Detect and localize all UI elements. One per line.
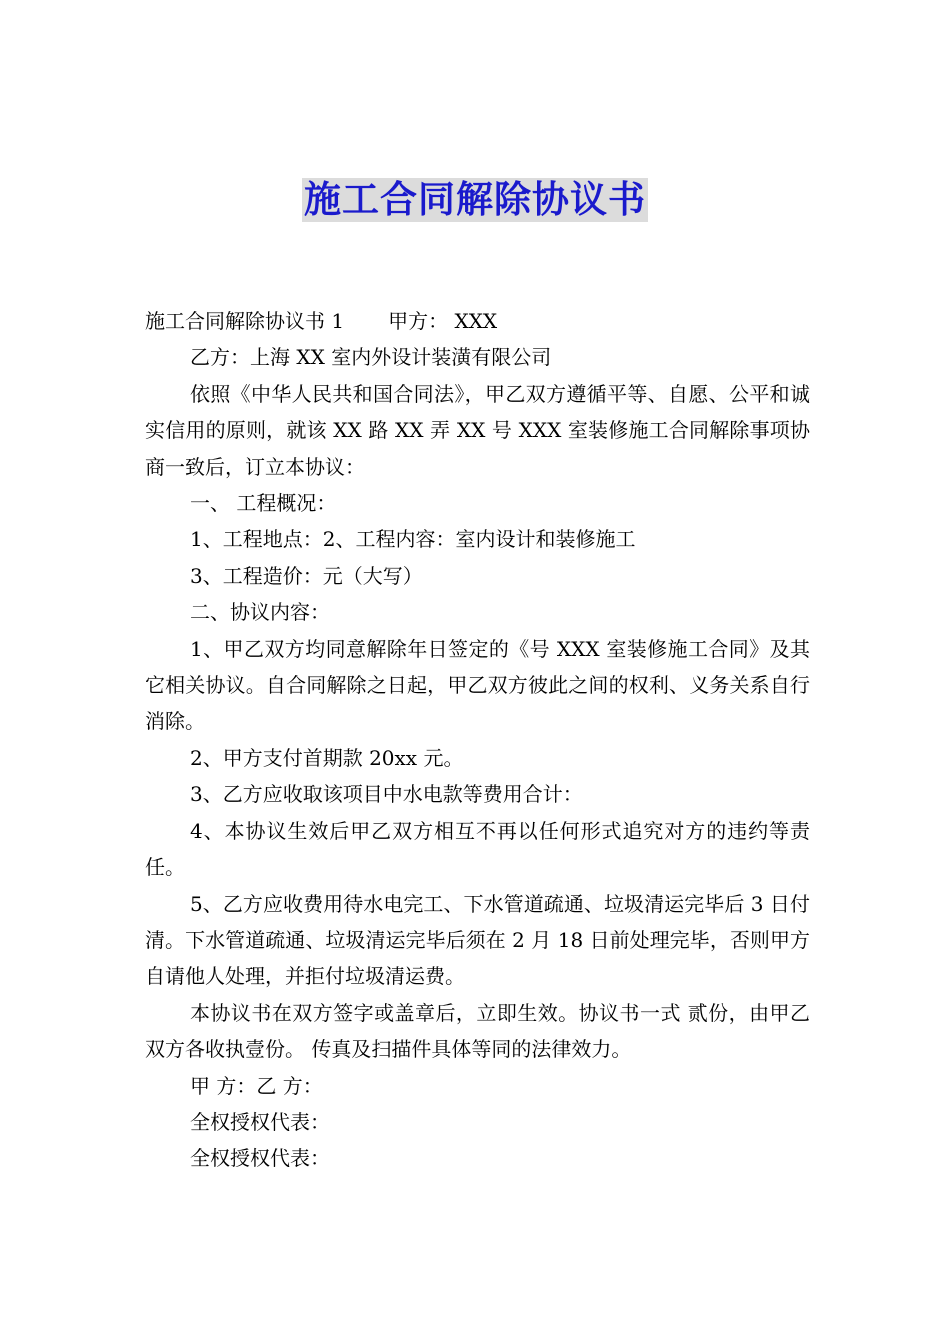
title-container	[0, 178, 950, 222]
clause-2: 2、甲方支付首期款 20xx 元。	[190, 745, 464, 770]
heading-reference: 施工合同解除协议书 1	[145, 309, 345, 333]
signature-representative-b: 全权授权代表：	[190, 1146, 330, 1171]
section-heading-content: 二、协议内容：	[190, 600, 330, 625]
clause-1: 1、甲乙双方均同意解除年日签定的《号 XXX 室装修施工合同》及其它相关协议。自合同解除之日起，甲乙双方彼此之间的权利、义务关系自行消除。	[145, 636, 810, 734]
signature-parties: 甲 方：乙 方：	[190, 1073, 323, 1098]
clause-3: 3、乙方应收取该项目中水电款等费用合计：	[190, 782, 583, 807]
overview-item-3: 3、工程造价：元（大写）	[190, 563, 423, 588]
first-line	[145, 303, 810, 339]
document-body	[145, 303, 810, 1177]
preamble-paragraph: 依照《中华人民共和国合同法》，甲乙双方遵循平等、自愿、公平和诚实信用的原则，就该 XX 路 XX 弄 XX 号 XXX 室装修施工合同解除事项协商一致后，订立本协议：	[145, 381, 810, 479]
party-b-line: 乙方：上海 XX 室内外设计装潢有限公司	[190, 345, 552, 370]
signature-representative-a: 全权授权代表：	[190, 1109, 330, 1134]
document-title: 施工合同解除协议书	[304, 178, 646, 221]
effectiveness-paragraph: 本协议书在双方签字或盖章后，立即生效。协议书一式 贰份，由甲乙双方各收执壹份。 传真及扫描件具体等同的法律效力。	[145, 1000, 810, 1062]
clause-5: 5、乙方应收费用待水电完工、下水管道疏通、垃圾清运完毕后 3 日付清。下水管道疏通、垃圾清运完毕后须在 2 月 18 日前处理完毕，否则甲方自请他人处理，并拒付垃圾清运费。	[145, 891, 810, 989]
section-heading-overview: 一、 工程概况：	[190, 491, 337, 516]
party-a-line: 甲方： XXX	[388, 309, 498, 333]
overview-item-1: 1、工程地点：2、工程内容：室内设计和装修施工	[190, 527, 636, 552]
clause-4: 4、本协议生效后甲乙双方相互不再以任何形式追究对方的违约等责任。	[145, 818, 810, 880]
